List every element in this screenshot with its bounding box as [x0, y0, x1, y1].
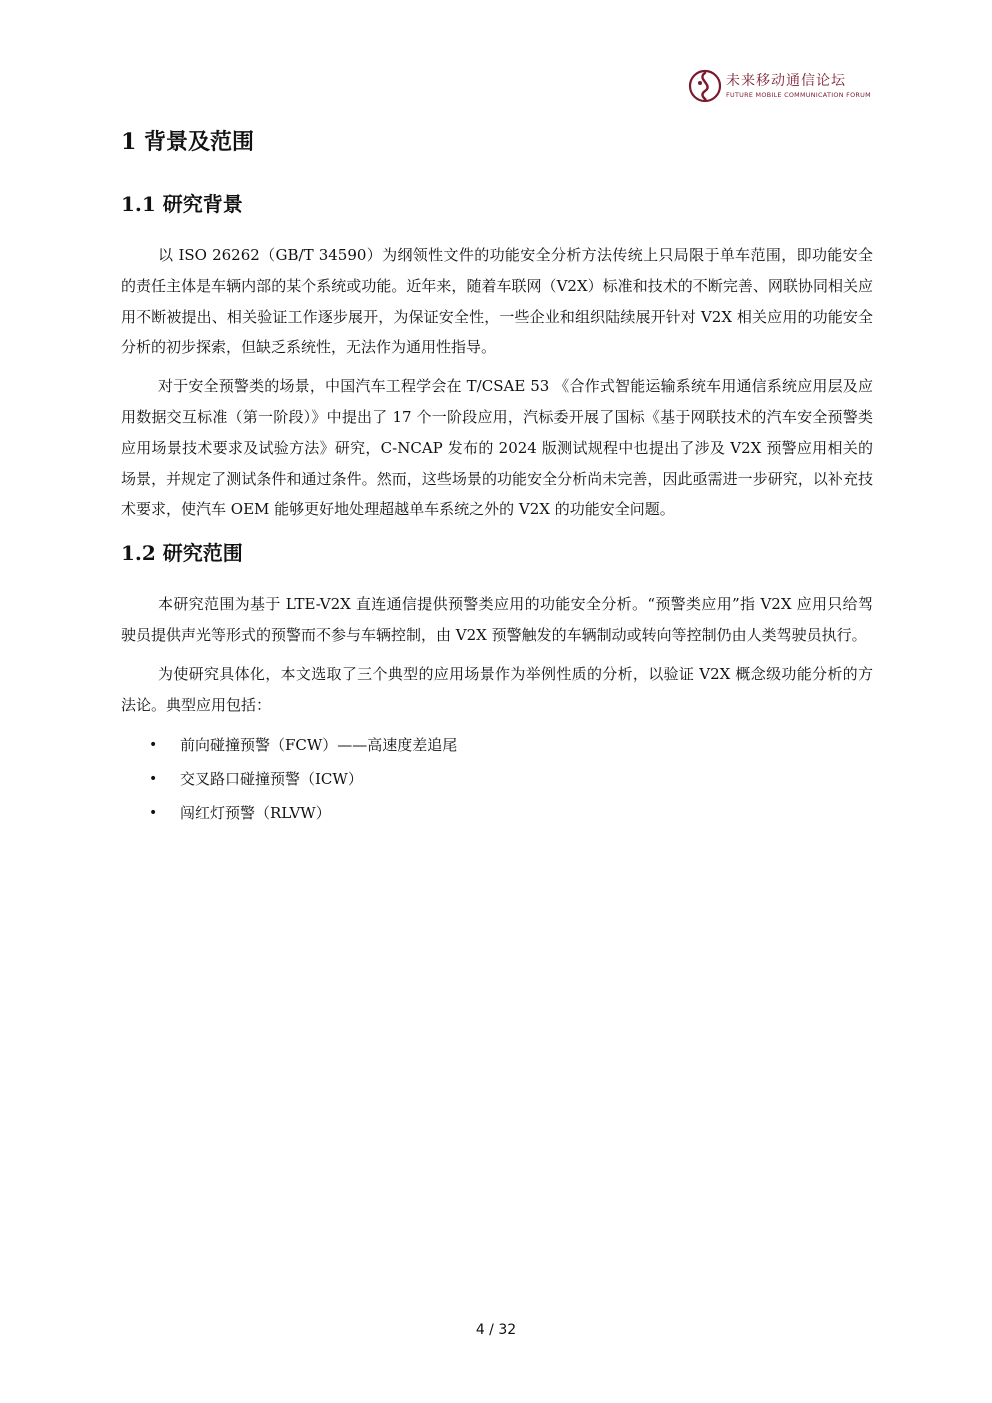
paragraph-background-2: 对于安全预警类的场景，中国汽车工程学会在 T/CSAE 53 《合作式智能运输系统车用通信系统应用层及应用数据交互标准（第一阶段）》中提出了 17 个一阶段应用，汽标委开展了国标《基于网联技术的汽车安全预警类应用场景技术要求及试验方法》研究，C-NCAP 发布的 2024 版测试规程中也提出了涉及 V2X 预警应用相关的场景，并规定了测试条件和通过条件。然而，这些场景的功能安全分析尚未完善，因此亟需进一步研究，以补充技术要求，使汽车 OEM 能够更好地处理超越单车系统之外的 V2X 的功能安全问题。 — [121, 377, 873, 519]
paragraph-background-1: 以 ISO 26262（GB/T 34590）为纲领性文件的功能安全分析方法传统上只局限于单车范围，即功能安全的责任主体是车辆内部的某个系统或功能。近年来，随着车联网（V2X）标准和技术的不断完善、网联协同相关应用不断被提出、相关验证工作逐步展开，为保证安全性，一些企业和组织陆续展开针对 V2X 相关应用的功能安全分析的初步探索，但缺乏系统性，无法作为通用性指导。 — [121, 246, 873, 357]
logo-english-name: FUTURE MOBILE COMMUNICATION FORUM — [726, 90, 871, 99]
section-1-1-title: 1.1 研究背景 — [121, 192, 243, 216]
list-item-text: 交叉路口碰撞预警（ICW） — [180, 770, 363, 789]
document-body — [121, 120, 873, 830]
page-header — [688, 64, 871, 108]
list-item — [121, 728, 873, 762]
section-1-1-heading-wrap — [121, 184, 873, 224]
section-1-2-heading-wrap — [121, 533, 873, 573]
logo-text — [726, 74, 871, 98]
typical-applications-list — [121, 728, 873, 830]
list-item-text: 闯红灯预警（RLVW） — [180, 804, 331, 823]
section-1-2-title: 1.2 研究范围 — [121, 541, 243, 566]
bullet-icon: • — [149, 805, 158, 822]
section-1-heading-wrap — [121, 120, 873, 164]
paragraph-scope-1: 本研究范围为基于 LTE-V2X 直连通信提供预警类应用的功能安全分析。“预警类应用”指 V2X 应用只给驾驶员提供声光等形式的预警而不参与车辆控制，由 V2X 预警触发的车辆制动或转向等控制仍由人类驾驶员执行。 — [121, 595, 873, 644]
list-item — [121, 762, 873, 796]
logo-chinese-name: 未来移动通信论坛 — [726, 72, 846, 89]
bullet-icon: • — [149, 737, 158, 754]
paragraph-scope-2: 为使研究具体化，本文选取了三个典型的应用场景作为举例性质的分析，以验证 V2X 概念级功能分析的方法论。典型应用包括： — [121, 664, 873, 714]
section-1-title: 1 背景及范围 — [121, 129, 254, 155]
forum-logo-icon — [688, 69, 722, 103]
bullet-icon: • — [149, 771, 158, 788]
list-item-text: 前向碰撞预警（FCW）——高速度差追尾 — [180, 736, 458, 755]
page-number: 4 / 32 — [475, 1322, 517, 1338]
list-item — [121, 796, 873, 830]
